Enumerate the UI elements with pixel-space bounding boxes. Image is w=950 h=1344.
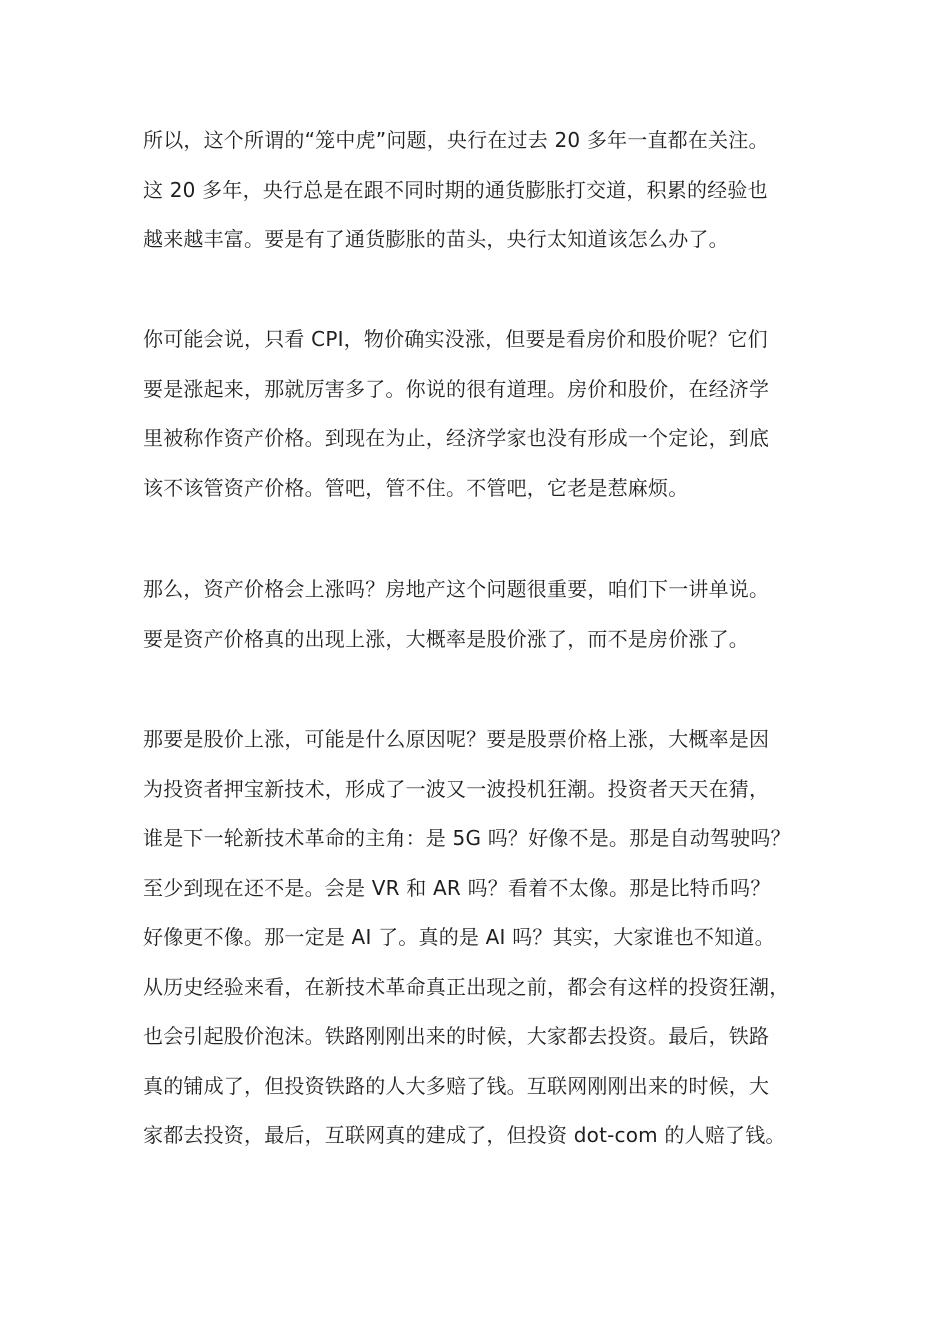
paragraph-4 — [143, 715, 823, 1161]
text-line: 要是涨起来，那就厉害多了。你说的很有道理。房价和股价，在经济学 — [143, 376, 770, 401]
text-line: 家都去投资，最后，互联网真的建成了，但投资 dot-com 的人赔了钱。 — [143, 1123, 786, 1147]
paragraph-1 — [143, 116, 823, 265]
text-line: 真的铺成了，但投资铁路的人大多赔了钱。互联网刚刚出来的时候，大 — [143, 1073, 770, 1098]
text-line: 谁是下一轮新技术革命的主角：是 5G 吗？好像不是。那是自动驾驶吗？ — [143, 826, 791, 850]
text-line: 也会引起股价泡沫。铁路刚刚出来的时候，大家都去投资。最后，铁路 — [143, 1024, 770, 1048]
text-line: 好像更不像。那一定是 AI 了。真的是 AI 吗？其实，大家谁也不知道。 — [143, 925, 775, 949]
text-line: 要是资产价格真的出现上涨，大概率是股价涨了，而不是房价涨了。 — [143, 626, 749, 651]
text-line: 从历史经验来看，在新技术革命真正出现之前，都会有这样的投资狂潮， — [143, 974, 790, 999]
text-line: 该不该管资产价格。管吧，管不住。不管吧，它老是惹麻烦。 — [143, 475, 689, 500]
text-line: 里被称作资产价格。到现在为止，经济学家也没有形成一个定论，到底 — [143, 426, 770, 450]
text-line: 为投资者押宝新技术，形成了一波又一波投机狂潮。投资者天天在猜， — [143, 776, 770, 801]
text-line: 越来越丰富。要是有了通货膨胀的苗头，央行太知道该怎么办了。 — [143, 227, 729, 251]
text-line: 那要是股价上涨，可能是什么原因呢？要是股票价格上涨，大概率是因 — [143, 727, 770, 751]
text-line: 所以，这个所谓的“笼中虎”问题，央行在过去 20 多年一直都在关注。 — [143, 128, 769, 152]
paragraph-2 — [143, 315, 823, 513]
text-line: 你可能会说，只看 CPI，物价确实没涨，但要是看房价和股价呢？它们 — [143, 327, 768, 351]
text-line: 至少到现在还不是。会是 VR 和 AR 吗？看着不太像。那是比特币吗？ — [143, 875, 771, 900]
text-line: 那么，资产价格会上涨吗？房地产这个问题很重要，咱们下一讲单说。 — [143, 577, 770, 601]
text-line: 这 20 多年，央行总是在跟不同时期的通货膨胀打交道，积累的经验也 — [143, 177, 768, 202]
paragraph-3 — [143, 565, 823, 664]
